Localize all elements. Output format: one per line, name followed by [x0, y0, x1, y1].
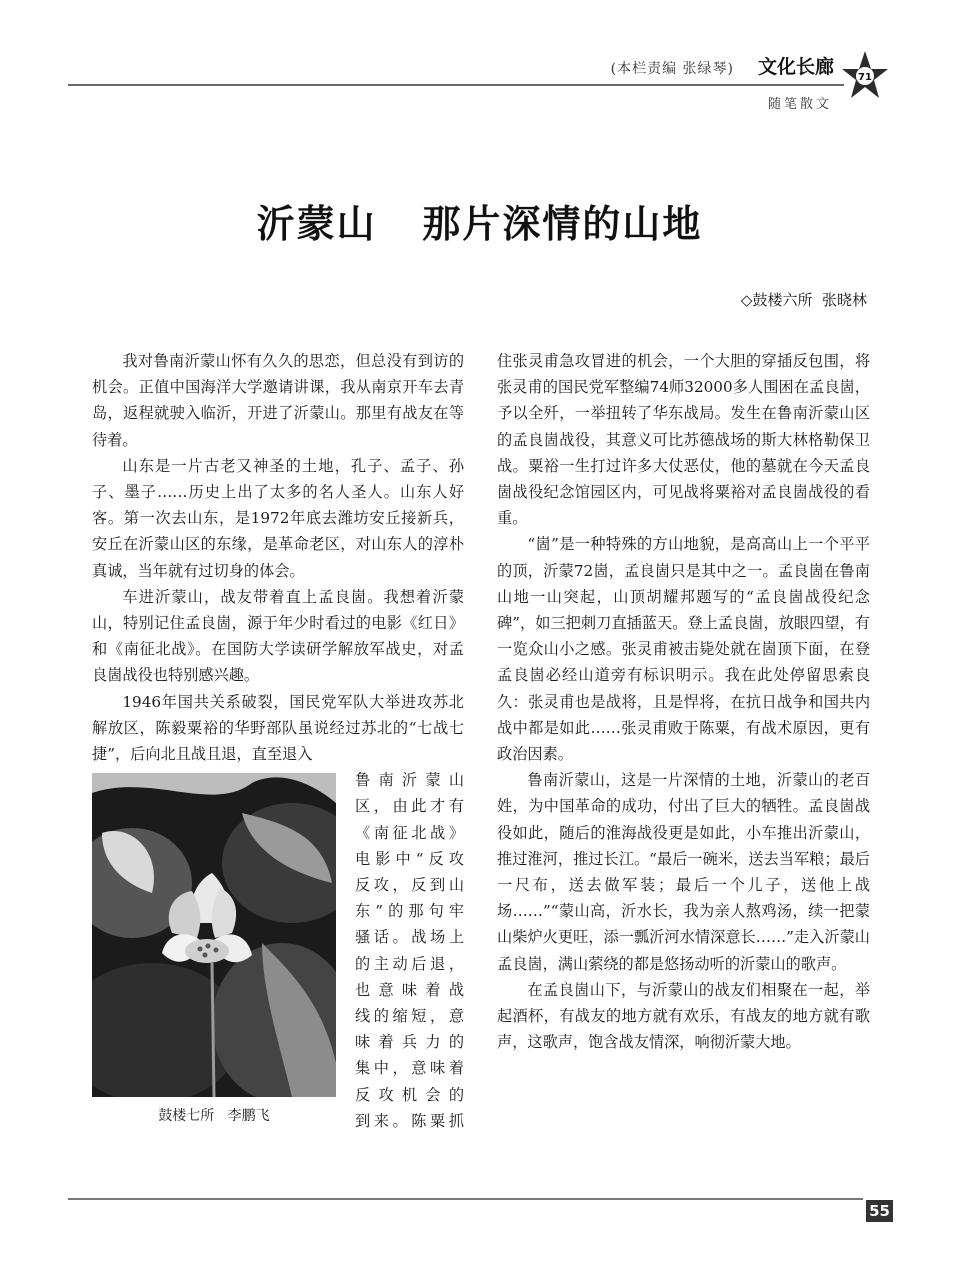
wrapped-line: 的主动后退， [355, 954, 464, 973]
wrapped-line: 味着兵力的 [355, 1033, 464, 1052]
wrapped-line: 也意味着战 [355, 980, 464, 999]
photo-caption: 鼓楼七所 李鹏飞 [158, 1108, 270, 1125]
photo-wrap-block [92, 767, 464, 1131]
wrapped-line: 东”的那句牢 [355, 902, 464, 921]
wrapped-line: 线的缩短，意 [355, 1007, 464, 1026]
footer-rule [68, 1198, 863, 1200]
column-name: 文化长廊 [757, 56, 834, 78]
column-subsection: 随笔散文 [767, 97, 832, 112]
wrapped-line: 反攻，反到山 [355, 876, 464, 895]
paragraph: 住张灵甫急攻冒进的机会，一个大胆的穿插反包围，将张灵甫的国民党军整编74师32000多人围困在孟良崮，予以全歼，一举扭转了华东战局。发生在鲁南沂蒙山区的孟良崮战役，其意义可比苏德战场的斯大林格勒保卫战。粟裕一生打过许多大仗恶仗，他的墓就在今天孟良崮战役纪念馆园区内，可见战将粟裕对孟良崮战役的看重。 [497, 352, 870, 528]
paragraph: 车进沂蒙山，战友带着直上孟良崮。我想着沂蒙山，特别记住孟良崮，源于年少时看过的电影《红日》和《南征北战》。在国防大学读研学解放军战史，对孟良崮战役也特别感兴趣。 [92, 587, 464, 685]
wrapped-line: 到来。陈粟抓 [355, 1111, 464, 1130]
header-rule [68, 84, 844, 86]
wrapped-line: 鲁南沂蒙山 [355, 771, 464, 790]
article-byline: ◇鼓楼六所 张晓林 [740, 291, 867, 309]
wrapped-line: 《南征北战》 [355, 823, 464, 842]
paragraph: 1946年国共关系破裂，国民党军队大举进攻苏北解放区，陈毅粟裕的华野部队虽说经过苏北的“七战七捷”，后向北且战且退，直至退入 [92, 692, 464, 764]
wrapped-line: 骚话。战场上 [355, 928, 464, 947]
paragraph: “崮”是一种特殊的方山地貌，是高高山上一个平平的顶，沂蒙72崮，孟良崮只是其中之一。孟良崮在鲁南山地一山突起，山顶胡耀邦题写的“孟良崮战役纪念碑”，如三把刺刀直插蓝天。登上孟良崮，放眼四望，有一览众山小之感。张灵甫被击毙处就在崮顶下面，在登孟良崮必经山道旁有标识明示。我在此处停留思索良久：张灵甫也是战将，且是悍将，在抗日战争和国共内战中都是如此……张灵甫败于陈粟，有战术原因，更有政治因素。 [497, 535, 870, 764]
star-emblem-icon [841, 49, 889, 105]
column-editor-note: (本栏责编 张绿琴) [610, 61, 734, 77]
article-column-right [497, 348, 870, 1055]
wrapped-line: 反攻机会的 [355, 1085, 464, 1104]
article-title: 沂蒙山 那片深情的山地 [256, 202, 703, 246]
wrapped-line: 集中，意味着 [355, 1059, 464, 1078]
paragraph: 在孟良崮山下，与沂蒙山的战友们相聚在一起，举起酒杯，有战友的地方就有欢乐，有战友的地方就有歌声，这歌声，饱含战友情深，响彻沂蒙大地。 [497, 980, 870, 1052]
paragraph: 山东是一片古老又神圣的土地，孔子、孟子、孙子、墨子……历史上出了太多的名人圣人。山东人好客。第一次去山东，是1972年底去潍坊安丘接新兵，安丘在沂蒙山区的东缘，是革命老区，对山东人的淳朴真诚，当年就有过切身的体会。 [92, 456, 464, 580]
paragraph: 我对鲁南沂蒙山怀有久久的思恋，但总没有到访的机会。正值中国海洋大学邀请讲课，我从南京开车去青岛，返程就驶入临沂，开进了沂蒙山。那里有战友在等待着。 [92, 352, 464, 449]
lotus-photo-art [92, 773, 336, 1097]
star-badge-number: 71 [858, 72, 872, 83]
wrapped-line: 电影中“反攻 [355, 849, 464, 868]
wrapped-line: 区，由此才有 [355, 797, 464, 816]
page-number: 55 [866, 1200, 893, 1222]
paragraph: 鲁南沂蒙山，这是一片深情的土地，沂蒙山的老百姓，为中国革命的成功，付出了巨大的牺牲。孟良崮战役如此，随后的淮海战役更是如此，小车推出沂蒙山，推过淮河，推过长江。“最后一碗米，送去当军粮；最后一尺布，送去做军装；最后一个儿子，送他上战场……”“蒙山高，沂水长，我为亲人熬鸡汤，续一把蒙山柴炉火更旺，添一瓢沂河水情深意长……”走入沂蒙山孟良崮，满山萦绕的都是悠扬动听的沂蒙山的歌声。 [497, 771, 870, 973]
lotus-photo [92, 773, 336, 1097]
wrapped-text [355, 767, 464, 1134]
article-column-left [92, 348, 464, 1131]
